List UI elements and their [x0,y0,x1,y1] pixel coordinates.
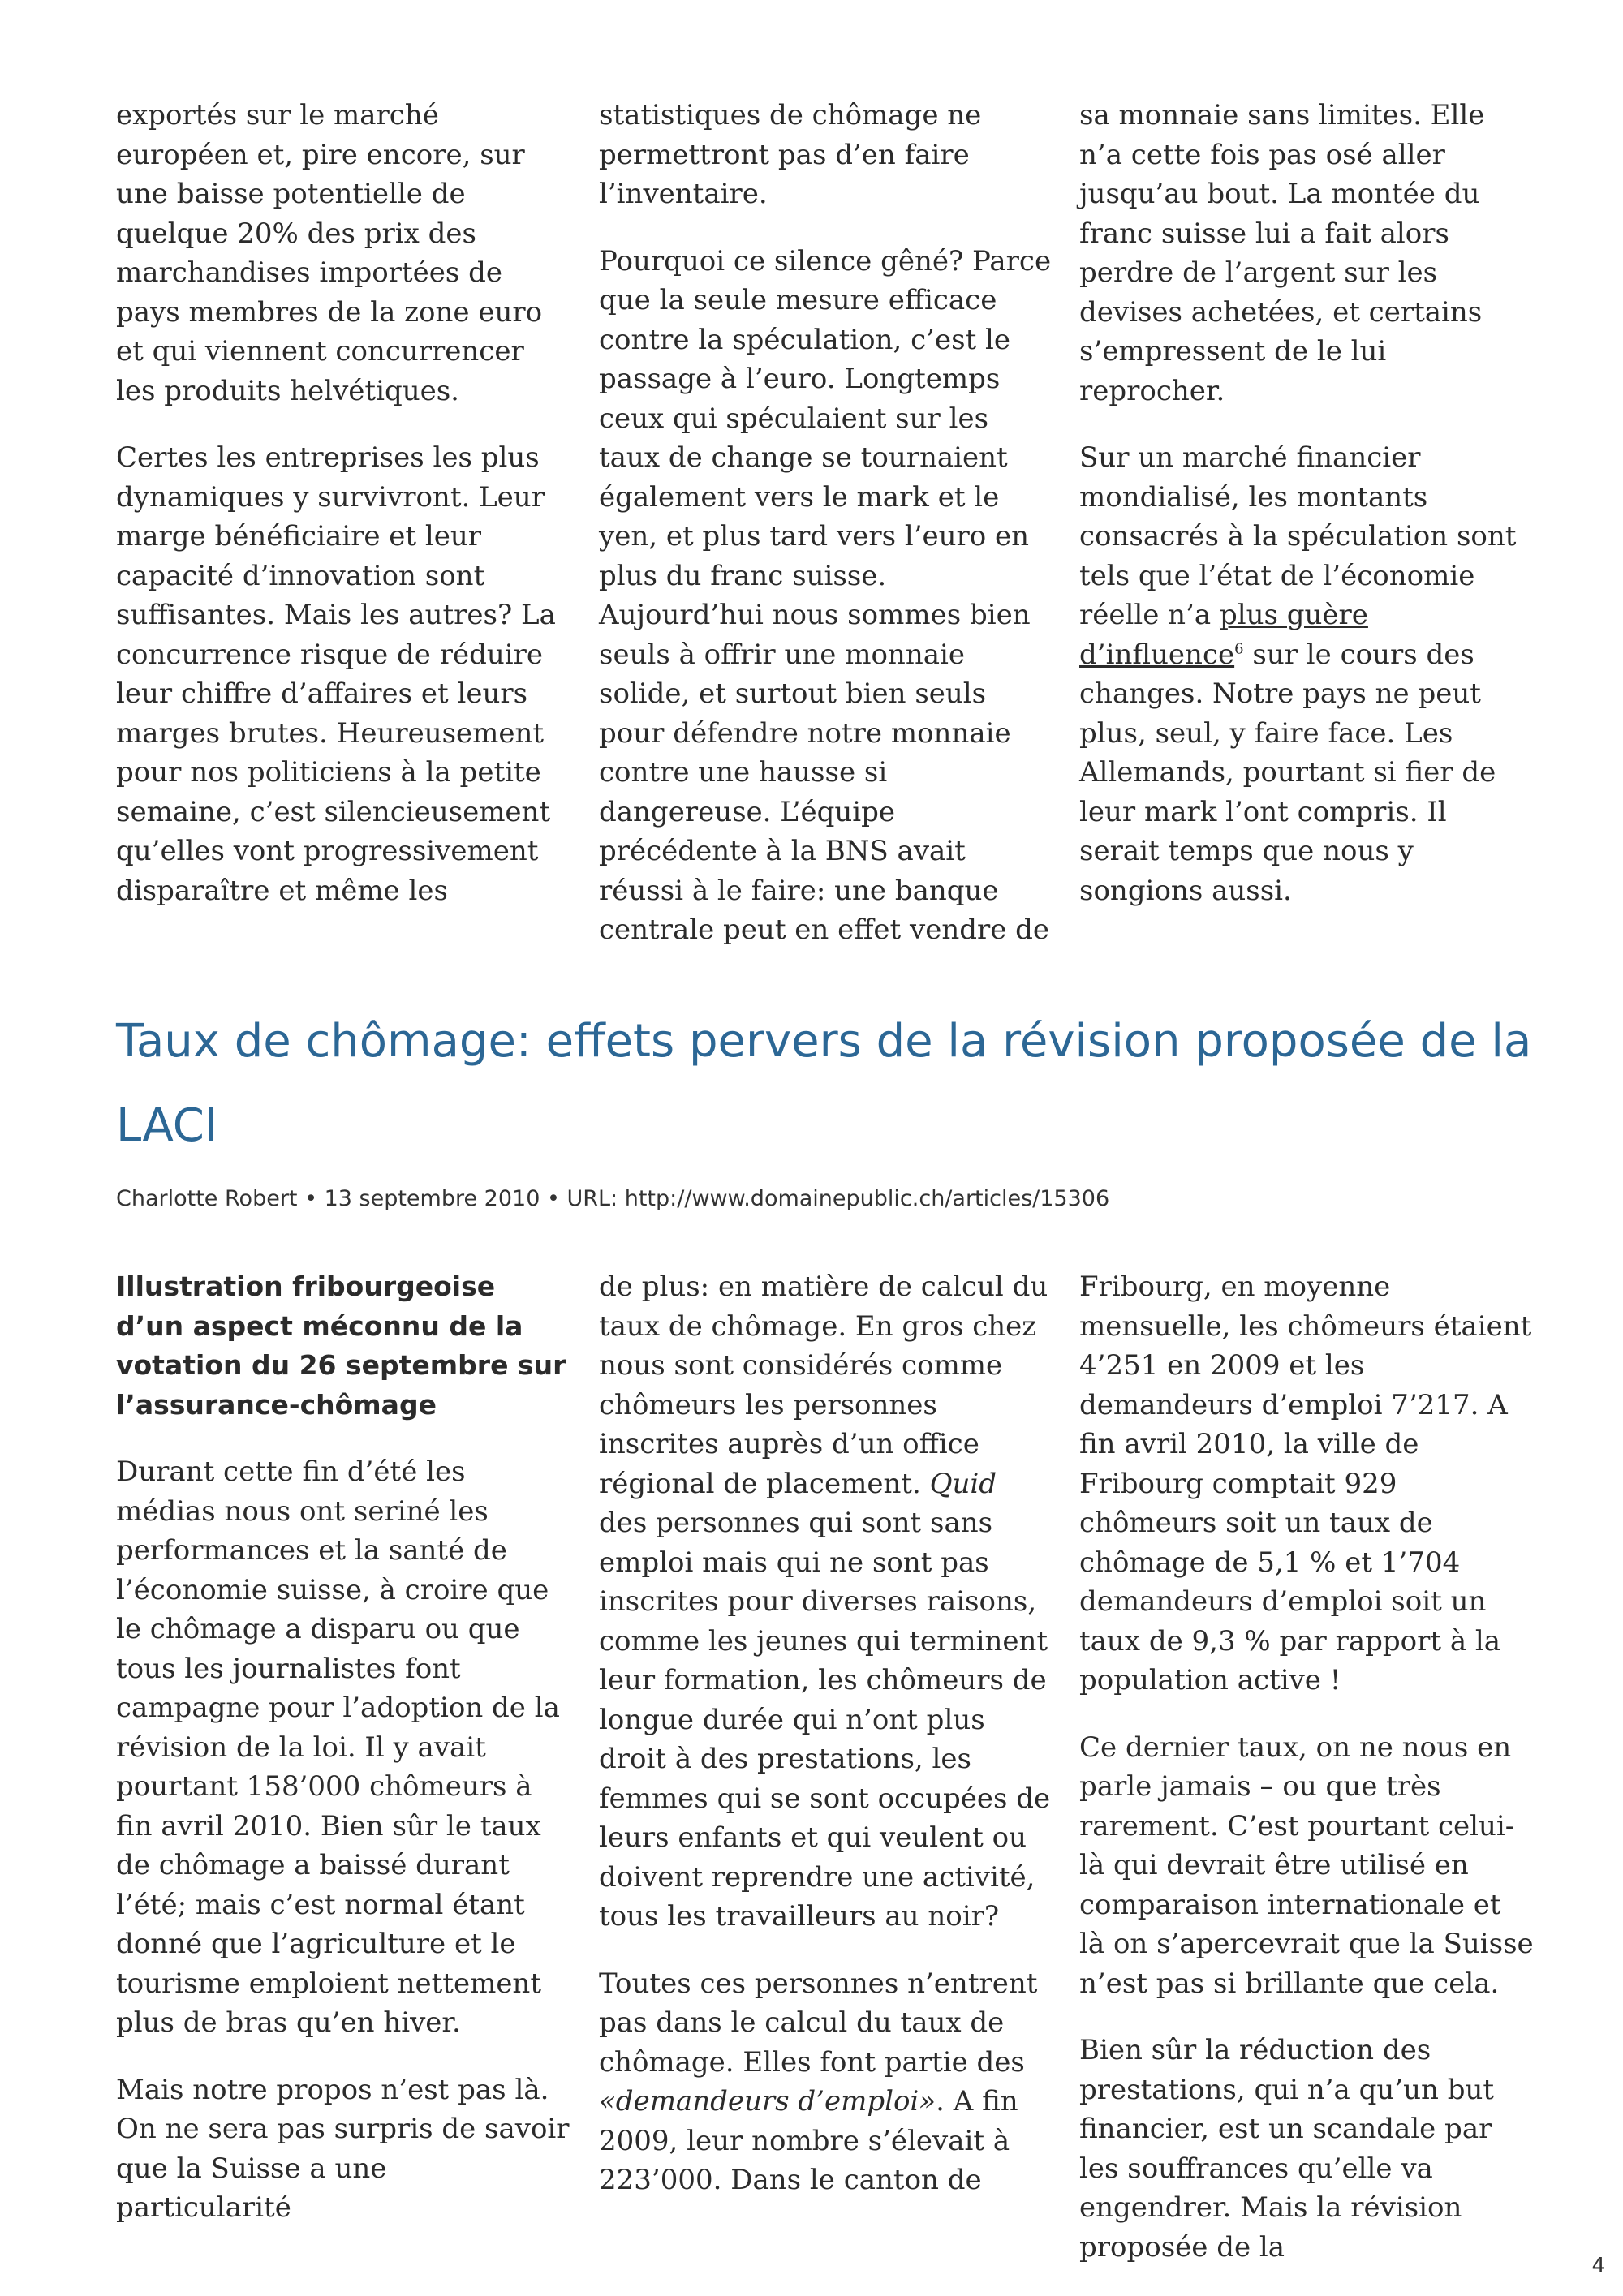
footnote-marker[interactable]: 6 [1234,640,1244,658]
article-paragraph [599,1267,1053,1937]
article-paragraph [599,1964,1053,2200]
text-segment: Sur un marché financier mondialisé, les montants consacrés à la spéculation sont tels que l’état de l’économie réelle n’a [1079,441,1517,631]
prev-paragraph: Certes les entreprises les plus dynamiques y survivront. Leur marge bénéficiaire et leur capacité d’innovation sont suffisantes. Mais les autres? La concurrence risque de réduire leur chiffre d’affaires et leurs marges brutes. Heureusement pour nos politiciens à la petite semaine, c’est silencieusement qu’elles vont progressivement disparaître et même les [116,441,556,907]
italic-quid: Quid [929,1467,997,1500]
article-title: Taux de chômage: effets pervers de la révision proposée de la LACI [116,1015,1532,1152]
prev-paragraph: Pourquoi ce silence gêné? Parce que la seule mesure efficace contre la spéculation, c’est le passage à l’euro. Longtemps ceux qui spéculaient sur les taux de change se tournaient également vers le mark et le yen, et plus tard vers l’euro en plus du franc suisse. Aujourd’hui nous sommes bien seuls à offrir une monnaie solide, et surtout bien seuls pour défendre notre monnaie contre une hausse si dangereuse. L’équipe précédente à la BNS avait réussi à le faire: une banque centrale peut en effet vendre de [599,244,1052,946]
article-lead: Illustration fribourgeoise d’un aspect méconnu de la votation du 26 septembre sur l’assurance-chômage [116,1271,566,1421]
italic-demandeurs: «demandeurs d’emploi» [599,2085,936,2118]
article-paragraph: Bien sûr la réduction des prestations, qui n’a qu’un but financier, est un scandale par les souffrances qu’elle va engendrer. Mais la révision proposée de la [1079,2034,1495,2264]
prev-article-column-3 [1079,96,1534,938]
influence-link[interactable]: plus guère d’influence [1079,599,1368,671]
prev-paragraph: exportés sur le marché européen et, pire encore, sur une baisse potentielle de quelque 20% des prix des marchandises importées de pays membres de la zone euro et qui viennent concurrencer les produits helvétiques. [116,99,543,407]
prev-paragraph: sa monnaie sans limites. Elle n’a cette fois pas osé aller jusqu’au bout. La montée du franc suisse lui a fait alors perdre de l’argent sur les devises achetées, et certains s’empressent de le lui reprocher. [1079,99,1485,407]
article-column-1 [116,1267,570,2255]
prev-paragraph: statistiques de chômage ne permettront pas d’en faire l’inventaire. [599,99,982,210]
prev-article-column-2 [599,96,1053,978]
prev-article-column-1 [116,96,570,938]
text-segment: de plus: en matière de calcul du taux de chômage. En gros chez nous sont considérés comme chômeurs les personnes inscrites auprès d’un office régional de placement. [599,1271,1048,1500]
text-segment: . A fin 2009, leur nombre s’élevait à 223’000. Dans le canton de [599,2085,1018,2196]
article-column-3 [1079,1267,1534,2294]
article-paragraph: Fribourg, en moyenne mensuelle, les chômeurs étaient 4’251 en 2009 et les demandeurs d’emploi 7’217. A fin avril 2010, la ville de Fribourg comptait 929 chômeurs soit un taux de chômage de 5,1 % et 1’704 demandeurs d’emploi soit un taux de 9,3 % par rapport à la population active ! [1079,1271,1532,1696]
text-segment: des personnes qui sont sans emploi mais qui ne sont pas inscrites pour diverses raisons, comme les jeunes qui terminent leur formation, les chômeurs de longue durée qui n’ont plus droit à des prestations, les femmes qui se sont occupées de leurs enfants et qui veulent ou doivent reprendre une activité, tous les travailleurs au noir? [599,1507,1051,1933]
text-segment: sur le cours des changes. Notre pays ne peut plus, seul, y faire face. Les Allemands, pourtant si fier de leur mark l’ont compris. Il serait temps que nous y songions aussi. [1079,638,1496,907]
article-paragraph: Durant cette fin d’été les médias nous ont seriné les performances et la santé de l’économie suisse, à croire que le chômage a disparu ou que tous les journalistes font campagne pour l’adoption de la révision de la loi. Il y avait pourtant 158’000 chômeurs à fin avril 2010. Bien sûr le taux de chômage a baissé durant l’été; mais c’est normal étant donné que l’agriculture et le tourisme emploient nettement plus de bras qu’en hiver. [116,1455,560,2039]
article-paragraph: Ce dernier taux, on ne nous en parle jamais – ou que très rarement. C’est pourtant celui-là qui devrait être utilisé en comparaison internationale et là on s’apercevrait que la Suisse n’est pas si brillante que cela. [1079,1731,1534,2000]
article-column-2 [599,1267,1053,2228]
page-number: 4 [1591,2254,1605,2278]
prev-paragraph-with-link [1079,438,1534,910]
text-segment: Toutes ces personnes n’entrent pas dans le calcul du taux de chômage. Elles font partie des [599,1967,1038,2079]
article-paragraph: Mais notre propos n’est pas là. On ne sera pas surpris de savoir que la Suisse a une particularité [116,2073,570,2224]
article-byline: Charlotte Robert • 13 septembre 2010 • URL: http://www.domainepublic.ch/articles/15306 [116,1186,1110,1211]
